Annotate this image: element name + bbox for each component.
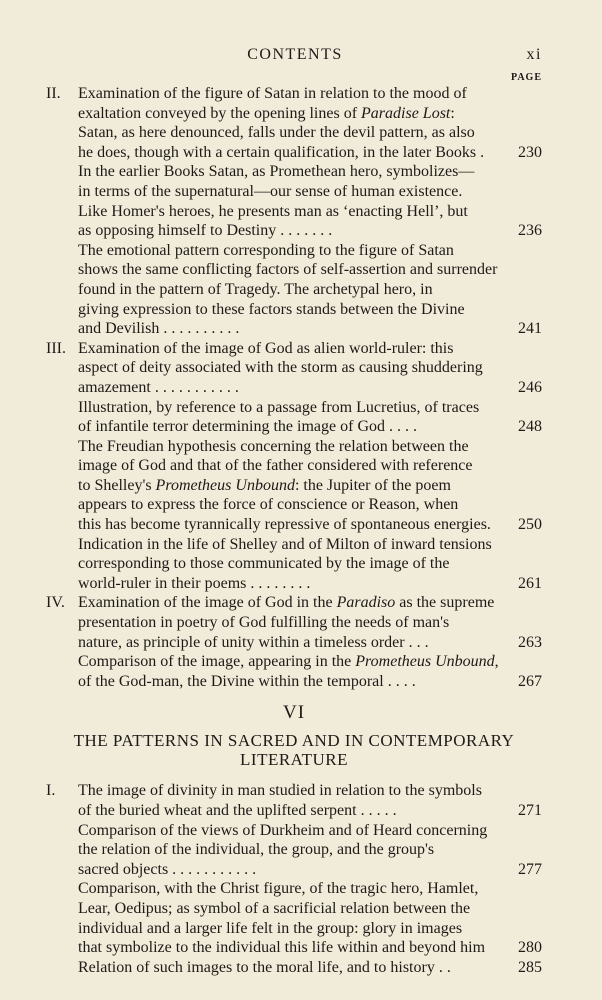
toc-page-number: 263 (518, 633, 542, 651)
page-number: xi (526, 46, 542, 63)
chapter-title (46, 731, 542, 769)
toc-page-number: 241 (518, 320, 542, 338)
toc-page-number: 277 (518, 860, 542, 878)
toc-entry (78, 958, 542, 978)
toc-entry-line: of the buried wheat and the uplifted serpent . . . . . 271 (78, 802, 542, 819)
toc-page-number: 271 (518, 802, 542, 819)
toc-page-number: 246 (518, 378, 542, 396)
section-numeral: IV. (46, 594, 65, 612)
toc-section (46, 781, 542, 977)
toc-entry-line: corresponding to those communicated by the image of the (78, 555, 450, 573)
toc-entry-line: found in the pattern of Tragedy. The archetypal hero, in (78, 280, 433, 298)
toc-entry (78, 437, 542, 535)
toc-entry-line: Examination of the image of God as alien world-ruler: this (78, 339, 454, 357)
chapter-numeral: VI (282, 702, 306, 724)
toc-entry-line: presentation in poetry of God fulfilling the needs of man's (78, 614, 450, 632)
toc-entry-line: The image of divinity in man studied in relation to the symbols (78, 782, 482, 800)
toc-entry-line: the relation of the individual, the group, and the group's (78, 841, 435, 859)
toc-entry-line: Examination of the image of God in the Paradiso as the supreme (78, 594, 495, 612)
toc-entry-line: he does, though with a certain qualification, in the later Books . 230 (78, 143, 542, 161)
toc-page-number: 261 (518, 574, 542, 592)
toc-section (46, 339, 542, 594)
toc-entry-line: In the earlier Books Satan, as Promethean hero, symbolizes— (78, 163, 475, 181)
toc-entry (78, 398, 542, 437)
toc-page-number: 267 (518, 672, 542, 690)
toc-entry-line: world-ruler in their poems . . . . . . . . 261 (78, 574, 542, 592)
toc-entry (78, 593, 542, 652)
toc-sections-upper (46, 84, 542, 691)
toc-section (46, 593, 542, 691)
toc-entry-line: of the God-man, the Divine within the temporal . . . . 267 (78, 672, 542, 690)
table-of-contents (46, 84, 542, 977)
toc-entry-line: that symbolize to the individual this life within and beyond him 280 (78, 939, 542, 957)
section-numeral: III. (46, 339, 66, 357)
toc-entry-line: Examination of the figure of Satan in relation to the mood of (78, 85, 467, 102)
chapter-title-line: LITERATURE (240, 750, 348, 770)
toc-entry-line: The emotional pattern corresponding to the figure of Satan (78, 241, 454, 259)
toc-entry-line: image of God and that of the father considered with reference (78, 457, 473, 475)
chapter-title-line: THE PATTERNS IN SACRED AND IN CONTEMPORARY (73, 731, 515, 751)
toc-entry (78, 652, 542, 691)
toc-page-number: 236 (518, 222, 542, 240)
toc-entry-line: Illustration, by reference to a passage from Lucretius, of traces (78, 398, 480, 416)
toc-entry-line: Relation of such images to the moral life, and to history . . 285 (78, 958, 542, 976)
toc-entry-line: Lear, Oedipus; as symbol of a sacrificial relation between the (78, 899, 471, 917)
toc-entry (78, 821, 542, 880)
toc-entry-line: nature, as principle of unity within a timeless order . . . 263 (78, 633, 542, 651)
toc-entry-line: appears to express the force of conscience or Reason, when (78, 496, 459, 514)
toc-entry-line: Satan, as here denounced, falls under the devil pattern, as also (78, 124, 475, 142)
toc-page-number: 230 (518, 143, 542, 161)
toc-entry (78, 781, 542, 820)
toc-entry (78, 535, 542, 594)
toc-entry (78, 162, 542, 240)
section-numeral: II. (46, 85, 61, 102)
toc-entry-line: in terms of the supernatural—our sense of human existence. (78, 182, 463, 200)
toc-entry-line: Comparison of the image, appearing in the Prometheus Unbound, (78, 653, 499, 671)
toc-entry-line: as opposing himself to Destiny . . . . . . . 236 (78, 222, 542, 240)
toc-entry (78, 84, 542, 162)
toc-section (46, 84, 542, 339)
toc-entry-line: The Freudian hypothesis concerning the relation between the (78, 437, 469, 455)
toc-entry-line: and Devilish . . . . . . . . . . 241 (78, 320, 542, 338)
toc-entry-line: Like Homer's heroes, he presents man as ‘enacting Hell’, but (78, 202, 468, 220)
toc-entry-line: individual and a larger life felt in the group: glory in images (78, 919, 463, 937)
running-title: CONTENTS (247, 46, 343, 63)
toc-entry-line: Indication in the life of Shelley and of Milton of inward tensions (78, 535, 492, 553)
toc-entry-line: amazement . . . . . . . . . . . 246 (78, 378, 542, 396)
toc-page-number: 248 (518, 418, 542, 436)
toc-sections-lower (46, 781, 542, 977)
section-numeral: I. (46, 782, 56, 800)
toc-entry-line: to Shelley's Prometheus Unbound: the Jupiter of the poem (78, 476, 451, 494)
toc-entry-line: this has become tyrannically repressive of spontaneous energies. 250 (78, 516, 542, 534)
toc-entry-line: Comparison of the views of Durkheim and of Heard concerning (78, 821, 488, 839)
toc-entry-line: giving expression to these factors stands between the Divine (78, 300, 465, 318)
page-column-label: PAGE (510, 72, 542, 83)
toc-entry (78, 879, 542, 957)
toc-entry (78, 241, 542, 339)
toc-entry-line: aspect of deity associated with the storm as causing shuddering (78, 359, 483, 377)
toc-page-number: 285 (518, 958, 542, 976)
toc-entry-line: exaltation conveyed by the opening lines of Paradise Lost: (78, 104, 455, 122)
toc-entry-line: sacred objects . . . . . . . . . . . 277 (78, 860, 542, 878)
toc-page-number: 280 (518, 939, 542, 957)
toc-entry-line: Comparison, with the Christ figure, of the tragic hero, Hamlet, (78, 880, 479, 898)
toc-entry (78, 339, 542, 398)
toc-entry-line: of infantile terror determining the image of God . . . . 248 (78, 418, 542, 436)
toc-entry-line: shows the same conflicting factors of self-assertion and surrender (78, 261, 498, 279)
toc-page-number: 250 (518, 516, 542, 534)
